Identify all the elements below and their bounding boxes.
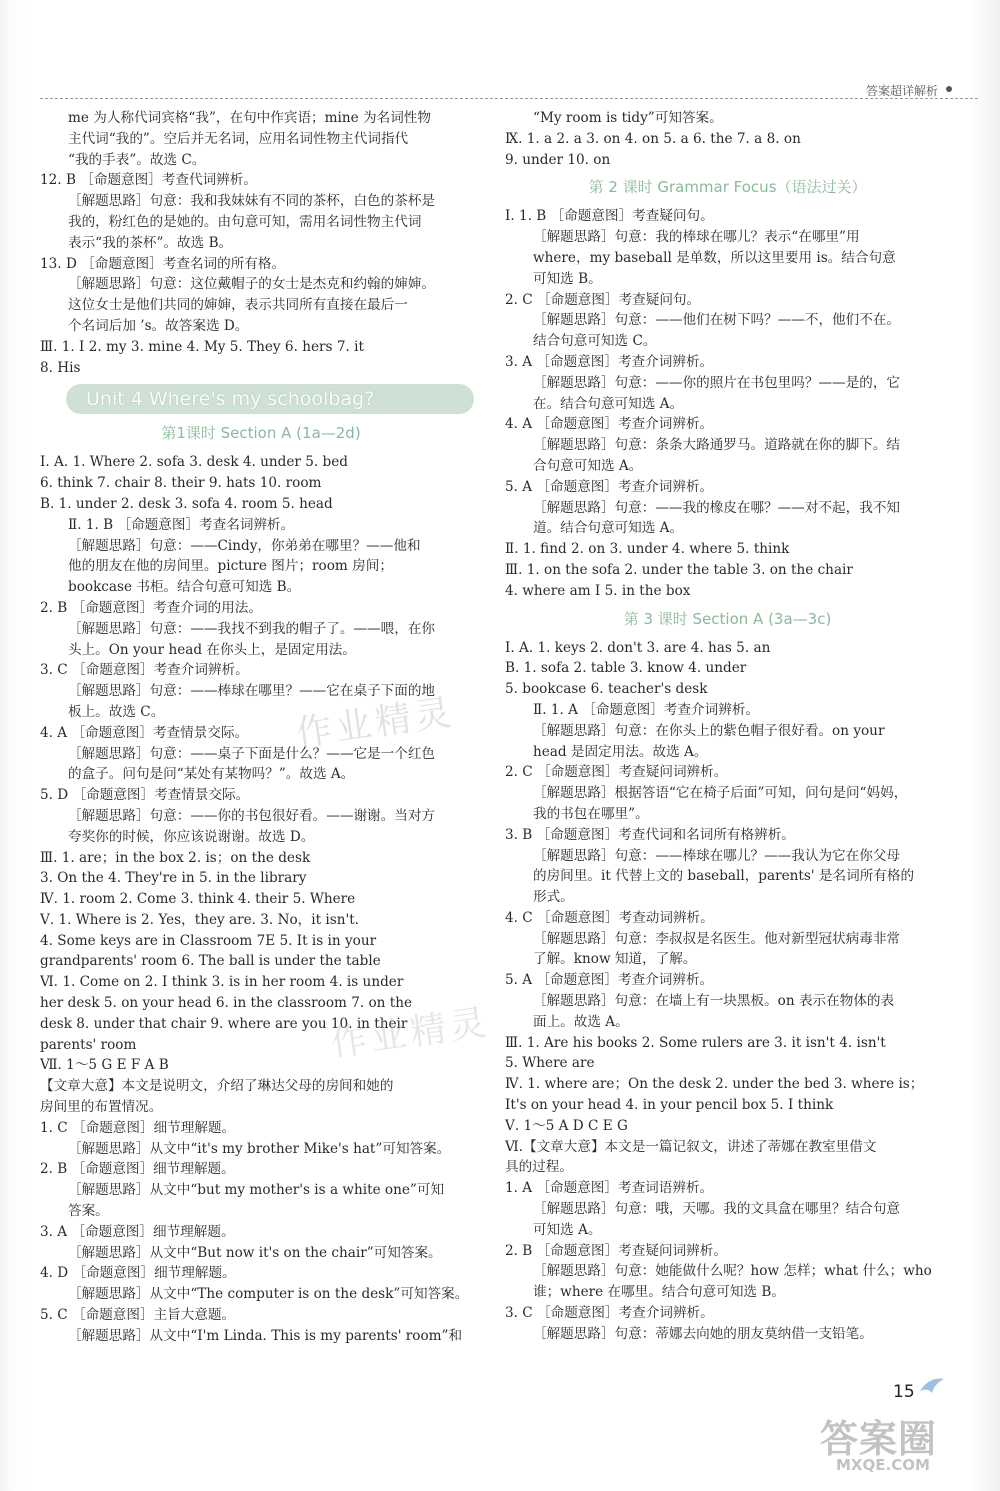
text-line: “My room is tidy”可知答案。: [533, 110, 723, 126]
text-line: Ⅱ. 1. find 2. on 3. under 4. where 5. think: [505, 541, 790, 558]
text-line: 可知选 A。: [533, 1221, 602, 1238]
text-line: Ⅲ. 1. on the sofa 2. under the table 3. on the chair: [505, 561, 853, 578]
text-line: Ⅰ. A. 1. keys 2. don't 3. are 4. has 5. an: [505, 639, 771, 656]
text-line: ［解题思路］句意：——他们在树下吗？——不，他们不在。: [533, 312, 901, 329]
text-line: ［解题思路］句意：——你的书包很好看。——谢谢。当对方: [68, 807, 436, 824]
text-line: 可知选 B。: [533, 270, 602, 287]
text-line: ［解题思路］句意：——我的橡皮在哪？——对不起，我不知: [533, 499, 901, 516]
text-line: 3. A ［命题意图］考查介词辨析。: [505, 353, 714, 370]
text-line: 4. D ［命题意图］细节理解题。: [40, 1265, 236, 1282]
text-line: her desk 5. on your head 6. in the classroom 7. on the: [40, 995, 413, 1012]
text-line: Ⅵ. 1. Come on 2. I think 3. is in her room 4. is under: [40, 974, 404, 991]
text-line: 这位女士是他们共同的婶婶，表示共同所有直接在最后一: [68, 297, 408, 314]
text-line: ［解题思路］句意：在你头上的紫色帽子很好看。on your: [533, 722, 885, 739]
watermark-logo: 答案圈: [820, 1417, 938, 1461]
text-line: Ⅰ. 1. B ［命题意图］考查疑问句。: [505, 208, 714, 225]
text-line: grandparents' room 6. The ball is under the table: [40, 953, 381, 970]
text-line: 6. think 7. chair 8. their 9. hats 10. room: [40, 475, 322, 492]
text-line: head 是固定用法。故选 A。: [533, 743, 708, 760]
text-line: 3. On the 4. They're in 5. in the library: [40, 870, 307, 887]
watermark-text: 作业精灵: [293, 692, 458, 755]
text-line: 4. A ［命题意图］考查情景交际。: [40, 724, 249, 741]
text-line: 我的，粉红色的是她的。由句意可知，需用名词性物主代词: [68, 213, 422, 230]
watermark-text: 作业精灵: [328, 1002, 493, 1065]
lesson-title: 第 3 课时 Section A (3a—3c): [623, 609, 832, 628]
text-line: 8. His: [40, 359, 81, 376]
text-line: 谁；where 在哪里。结合句意可知选 B。: [533, 1284, 785, 1301]
text-line: ［解题思路］句意：——桌子下面是什么？——它是一个红色: [68, 745, 436, 762]
text-line: Ⅱ. 1. B ［命题意图］考查名词辨析。: [68, 516, 295, 533]
text-line: ［解题思路］从文中“But now it's on the chair”可知答案。: [68, 1244, 442, 1261]
text-line: ［解题思路］句意：在墙上有一块黑板。on 表示在物体的表: [533, 993, 895, 1010]
text-line: ［解题思路］句意：条条大路通罗马。道路就在你的脚下。结: [533, 437, 901, 454]
text-line: 5. A ［命题意图］考查介词辨析。: [505, 478, 714, 495]
text-line: ［解题思路］从文中“but my mother's is a white one”可知: [68, 1182, 445, 1199]
text-line: ［解题思路］句意：蒂娜去向她的朋友莫纳借一支铅笔。: [533, 1325, 873, 1342]
text-line: 个名词后加 ’s。故答案选 D。: [68, 317, 249, 334]
text-line: 12. B ［命题意图］考查代词辨析。: [40, 172, 257, 189]
text-line: 2. B ［命题意图］考查疑问词辨析。: [505, 1242, 727, 1259]
text-line: ［解题思路］从文中“The computer is on the desk”可知答案。: [68, 1286, 469, 1303]
watermark-site: MXQE.COM: [836, 1456, 930, 1474]
text-line: 1. C ［命题意图］细节理解题。: [40, 1119, 236, 1136]
text-line: Ⅰ. A. 1. Where 2. sofa 3. desk 4. under 5. bed: [40, 454, 348, 471]
text-line: 的房间里。it 代替上文的 baseball，parents' 是名词所有格的: [533, 868, 915, 885]
text-line: 了解。know 知道，了解。: [533, 951, 697, 968]
text-line: ［解题思路］句意：——棒球在哪里？——它在桌子下面的地: [68, 683, 436, 700]
text-line: ［解题思路］句意：——我找不到我的帽子了。——喂，在你: [68, 620, 436, 637]
text-line: 夸奖你的时候，你应该说谢谢。故选 D。: [68, 828, 315, 845]
text-line: 具的过程。: [505, 1159, 573, 1176]
text-line: 13. D ［命题意图］考查名词的所有格。: [40, 255, 286, 272]
text-line: 面上。故选 A。: [533, 1013, 629, 1030]
lesson-title: 第 2 课时 Grammar Focus（语法过关）: [588, 178, 867, 197]
text-line: B. 1. under 2. desk 3. sofa 4. room 5. head: [40, 495, 333, 512]
text-line: 5. C ［命题意图］主旨大意题。: [40, 1307, 236, 1324]
text-line: 头上。On your head 在你头上，是固定用法。: [68, 641, 356, 658]
text-line: Ⅸ. 1. a 2. a 3. on 4. on 5. a 6. the 7. a 8. on: [505, 130, 801, 147]
text-line: bookcase 书柜。结合句意可知选 B。: [68, 579, 301, 596]
text-line: 1. A ［命题意图］考查词语辨析。: [505, 1180, 714, 1197]
text-line: 的盒子。问句是问“某处有某物吗？”。故选 A。: [68, 766, 355, 783]
header-title: 答案超详解析: [865, 84, 938, 98]
text-line: 2. B ［命题意图］考查介词的用法。: [40, 599, 262, 616]
text-line: desk 8. under that chair 9. where are you 10. in their: [40, 1015, 408, 1032]
text-line: ［解题思路］句意：——Cindy，你弟弟在哪里？——他和: [68, 537, 421, 554]
text-line: me 为人称代词宾格“我”，在句中作宾语；mine 为名词性物: [68, 110, 431, 126]
text-line: 3. B ［命题意图］考查代词和名词所有格辨析。: [505, 826, 795, 843]
text-line: ［解题思路］句意：我和我妹妹有不同的茶杯，白色的茶杯是: [68, 193, 436, 210]
text-line: Ⅲ. 1. are；in the box 2. is；on the desk: [40, 849, 311, 866]
text-line: 5. A ［命题意图］考查介词辨析。: [505, 972, 714, 989]
text-line: 5. bookcase 6. teacher's desk: [505, 681, 708, 698]
text-line: ［解题思路］句意：李叔叔是名医生。他对新型冠状病毒非常: [533, 930, 901, 947]
text-line: ［解题思路］句意：她能做什么呢？how 怎样；what 什么；who: [533, 1263, 932, 1280]
text-line: ［解题思路］从文中“I'm Linda. This is my parents' room”和: [68, 1327, 463, 1344]
text-line: Ⅴ. 1. Where is 2. Yes，they are. 3. No，it isn't.: [40, 911, 359, 928]
text-line: 【文章大意】本文是说明文，介绍了琳达父母的房间和她的: [40, 1078, 394, 1095]
text-line: 板上。故选 C。: [68, 703, 165, 720]
text-line: 4. Some keys are in Classroom 7E 5. It is in your: [40, 932, 377, 949]
text-line: 3. C ［命题意图］考查介词辨析。: [505, 1305, 714, 1322]
text-line: 答案。: [68, 1203, 109, 1220]
text-line: ［解题思路］句意：我的棒球在哪儿？表示“在哪里”用: [533, 229, 860, 246]
text-line: ［解题思路］句意：——棒球在哪儿？——我认为它在你父母: [533, 847, 901, 864]
text-line: ［解题思路］从文中“it's my brother Mike's hat”可知答案。: [68, 1140, 451, 1157]
header-rule: [40, 98, 978, 99]
text-line: Ⅲ. 1. I 2. my 3. mine 4. My 5. They 6. hers 7. it: [40, 338, 364, 355]
text-line: where，my baseball 是单数，所以这里要用 is。结合句意: [533, 249, 896, 266]
page-number: 15: [893, 1382, 915, 1402]
text-line: 表示“我的茶杯”。故选 B。: [68, 234, 233, 251]
text-line: Ⅴ. 1～5 A D C E G: [505, 1117, 628, 1134]
text-line: 3. A ［命题意图］细节理解题。: [40, 1223, 235, 1240]
text-line: Ⅳ. 1. room 2. Come 3. think 4. their 5. Where: [40, 891, 356, 908]
text-line: 2. C ［命题意图］考查疑问句。: [505, 291, 701, 308]
text-line: 合句意可知选 A。: [533, 457, 643, 474]
text-line: Ⅱ. 1. A ［命题意图］考查介词辨析。: [533, 701, 760, 718]
text-line: 4. C ［命题意图］考查动词辨析。: [505, 909, 714, 926]
text-line: 2. C ［命题意图］考查疑问词辨析。: [505, 764, 728, 781]
wing-icon: [918, 1373, 946, 1401]
text-line: ［解题思路］句意：这位戴帽子的女士是杰克和约翰的婶婶。: [68, 276, 436, 293]
text-line: It's on your head 4. in your pencil box 5. I think: [505, 1097, 834, 1114]
header-dot-icon: [946, 86, 952, 92]
unit-title-banner: Unit 4 Where's my schoolbag?: [66, 384, 474, 414]
text-line: 形式。: [533, 889, 574, 906]
text-line: 主代词“我的”。空后并无名词，应用名词性物主代词指代: [68, 130, 409, 147]
text-line: 我的书包在哪里”。: [533, 805, 649, 822]
text-line: 道。结合句意可知选 A。: [533, 520, 684, 537]
right-column: [505, 108, 950, 1345]
text-line: 在。结合句意可知选 A。: [533, 395, 684, 412]
text-line: 3. C ［命题意图］考查介词辨析。: [40, 662, 249, 679]
text-line: B. 1. sofa 2. table 3. know 4. under: [505, 660, 747, 677]
text-line: ［解题思路］根据答语“它在椅子后面”可知，问句是问“妈妈，: [533, 785, 908, 802]
text-line: ［解题思路］句意：——你的照片在书包里吗？——是的，它: [533, 374, 901, 391]
text-line: “我的手表”。故选 C。: [68, 151, 206, 168]
text-line: 4. where am I 5. in the box: [505, 582, 691, 599]
text-line: 9. under 10. on: [505, 151, 611, 168]
text-line: Ⅲ. 1. Are his books 2. Some rulers are 3. it isn't 4. isn't: [505, 1034, 886, 1051]
text-line: parents' room: [40, 1036, 137, 1053]
lesson-title: 第1课时 Section A (1a—2d): [161, 424, 361, 443]
text-line: Ⅶ. 1～5 G E F A B: [40, 1057, 169, 1074]
text-line: 4. A ［命题意图］考查介词辨析。: [505, 416, 714, 433]
text-line: ［解题思路］句意：哦，天哪。我的文具盒在哪里？结合句意: [533, 1201, 901, 1218]
text-line: Ⅵ.【文章大意】本文是一篇记叙文，讲述了蒂娜在教室里借文: [505, 1138, 877, 1155]
text-line: 房间里的布置情况。: [40, 1099, 163, 1116]
text-line: Ⅳ. 1. where are；On the desk 2. under the bed 3. where is；: [505, 1076, 924, 1093]
text-line: 他的朋友在他的房间里。picture 图片；room 房间；: [68, 558, 393, 575]
text-line: 5. Where are: [505, 1055, 595, 1072]
text-line: 结合句意可知选 C。: [533, 333, 657, 350]
text-line: 2. B ［命题意图］细节理解题。: [40, 1161, 235, 1178]
text-line: 5. D ［命题意图］考查情景交际。: [40, 787, 250, 804]
